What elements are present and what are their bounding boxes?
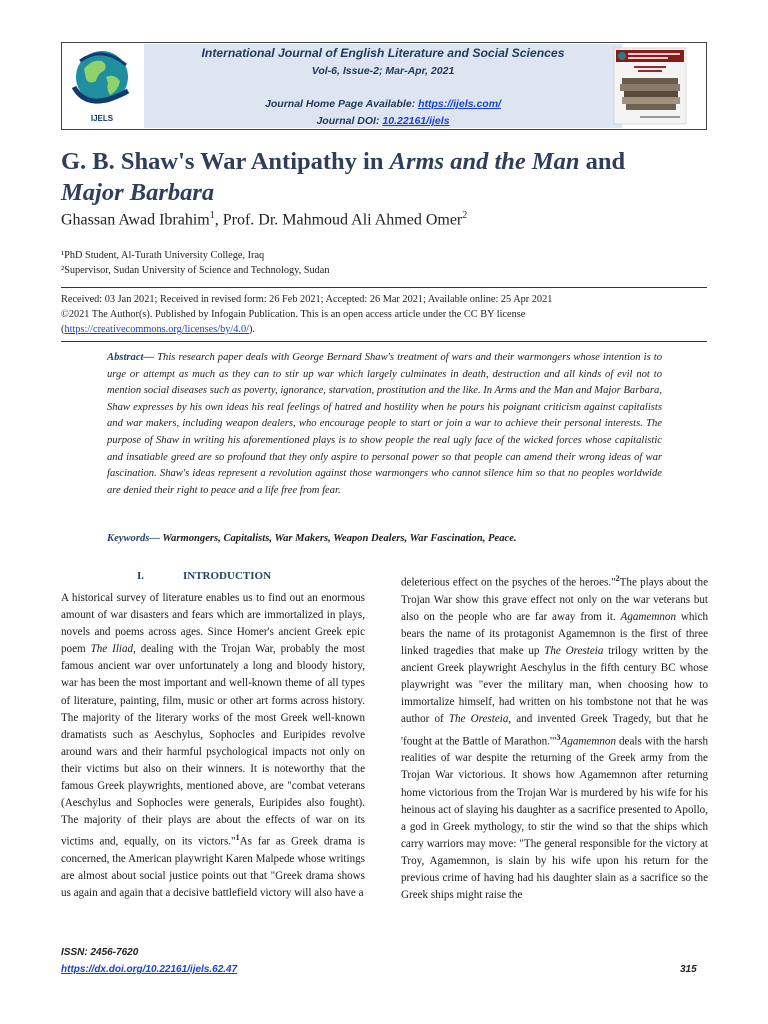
col2-text6: deals with the harsh realities of war despite the returning of the Greek army from the Trojan War victorious. It shows how Agamemnon after returning home victorious from the Trojan War is murdered by his wife for his heinous act of slaying his daughter as a sacrifice presented to Apollo, a god in Greek mythology, to stir the wind so that the ships which carry warriors may move: "The general responsible for the victory at Troy, Agamemnon, is slain by his wife upon his return for the previous crime of having had his daughter slain as a sacrifice so the Greek ships might raise the	[401, 735, 708, 902]
journal-cover-image	[600, 46, 700, 126]
col1-footnote1: 1	[235, 833, 240, 843]
col1-text3: As far as Greek drama is concerned, the American playwright Karen Malpede whose writings are almost about social justice points out that "Greek drama shows us again and again that a decisive battlefield victory will also have a	[61, 836, 365, 900]
affiliation-1: ¹PhD Student, Al-Turath University College, Iraq	[61, 250, 265, 261]
author1: Ghassan Awad Ibrahim	[61, 211, 210, 229]
col2-text4: trilogy written by the ancient Greek playwright Aeschylus in the fifth century BC whose playwright was "ever the military man, when choosing how to immortalize himself, had written on his tombstone not that he was author of	[401, 645, 708, 726]
journal-doi	[144, 115, 622, 127]
col1-text1: A historical survey of literature enables us to find out an enormous amount of war disasters and fears which are immortalized in plays, novels and poems across ages. Since Homer's ancient Greek epic poem	[61, 592, 365, 656]
col2-text1: deleterious effect on the psyches of the heroes."	[401, 576, 616, 589]
doi-link[interactable]: 10.22161/ijels	[382, 115, 450, 127]
divider-bottom	[61, 341, 707, 342]
doi-label: Journal DOI:	[316, 115, 383, 127]
journal-volume: Vol-6, Issue-2; Mar-Apr, 2021	[311, 65, 455, 77]
journal-title: International Journal of English Literature and Social Sciences	[201, 46, 565, 60]
journal-info	[144, 44, 622, 128]
received-dates: Received: 03 Jan 2021; Received in revised form: 26 Feb 2021; Accepted: 26 Mar 2021; Available online: 25 Apr 2021	[61, 294, 553, 305]
ijels-logo-icon	[68, 47, 136, 125]
keywords	[107, 533, 667, 544]
abstract-label: Abstract—	[107, 352, 155, 363]
col2-italic4: Agamemnon	[560, 735, 617, 748]
logo-text: IJELS	[90, 114, 114, 123]
col2-italic3: The Oresteia	[448, 713, 509, 726]
author1-sup: 1	[209, 210, 215, 221]
col2-text3: which bears the name of its protagonist Agamemnon is the first of three linked tragedies that make up	[401, 610, 708, 658]
footer-doi-link[interactable]: https://dx.doi.org/10.22161/ijels.62.47	[61, 964, 238, 975]
paper-title	[61, 146, 711, 208]
abstract-text: This research paper deals with George Bernard Shaw's treatment of wars and their warmongers whose intention is to urge or attempt as much as they can to stir up war which largely culminates in death, destruction and all kinds of evil not to mention social diseases such as poverty, ignorance, starvation, prostitution and the like. In Arms and the Man and Major Barbara, Shaw expresses by his own ideas his real feelings of hatred and hostility when he pours his poignant criticism against capitalists and war makers, including weapon dealers, who encourage people to start or join a war to achieve their personal interests. The purpose of Shaw in writing his aforementioned plays is to show people the real ugly face of the wicked forces whose capitalistic and insatiable greed are so profound that they only aspire to personal power so that people can amend their wrong ideas of war fascination. Shaw's ideas represent a revolution against those warmongers who cannot silence him so that no peoples worldwide are denied their right to peace and a life free from fear.	[107, 352, 662, 496]
page-number: 315	[680, 964, 697, 975]
license-open: (	[61, 324, 65, 335]
authors	[61, 210, 467, 229]
col2-footnote2: 3	[556, 732, 561, 742]
copyright: ©2021 The Author(s). Published by Infogain Publication. This is an open access article under the CC BY license	[61, 309, 526, 320]
divider-top	[61, 287, 707, 288]
section-title: INTRODUCTION	[183, 570, 272, 582]
body-paragraph	[401, 570, 708, 904]
body-paragraph	[61, 590, 365, 902]
title-part1: G. B. Shaw's War Antipathy in	[61, 148, 390, 175]
license-link[interactable]: https://creativecommons.org/licenses/by/4.0/	[64, 324, 249, 335]
col2-italic2: The Oresteia	[544, 645, 604, 658]
col2-footnote1: 2	[615, 574, 620, 583]
journal-home	[144, 98, 622, 110]
column-left	[61, 590, 365, 902]
col1-italic1: The Iliad	[90, 643, 134, 656]
title-part2: and	[579, 148, 626, 175]
footer-issn: ISSN: 2456-7620	[61, 947, 139, 958]
title-italic2: Major Barbara	[61, 179, 215, 206]
license-close: ).	[249, 324, 256, 335]
col2-text2: The plays about the Trojan War show this grave effect not only on the war veterans but also on the people who are far away from it.	[401, 576, 708, 623]
abstract	[107, 350, 662, 499]
title-italic1: Arms and the Man	[389, 148, 580, 175]
section-number: I.	[137, 570, 145, 582]
author-sep: , Prof. Dr. Mahmoud Ali Ahmed Omer	[214, 211, 463, 229]
keywords-text: Warmongers, Capitalists, War Makers, Weapon Dealers, War Fascination, Peace.	[159, 533, 517, 544]
home-link[interactable]: https://ijels.com/	[418, 98, 501, 110]
keywords-label: Keywords—	[107, 533, 160, 544]
col2-text5: , and invented Greek Tragedy, but that he 'fought at the Battle of Marathon.'"	[401, 713, 708, 748]
affiliation-2: ²Supervisor, Sudan University of Science and Technology, Sudan	[61, 265, 330, 276]
author2-sup: 2	[462, 210, 468, 221]
col2-italic1: Agamemnon	[620, 610, 677, 623]
home-label: Journal Home Page Available:	[265, 98, 419, 110]
column-right	[401, 570, 708, 904]
col1-text2: , dealing with the Trojan War, probably the most famous ancient war over unfortunately a long and bloody history, war has been the most important and well-known theme of all types of literature, painting, film, music or other art forms across history. The majority of the literary works of the most Greek well-known dramatists such as Aeschylus, Sophocles and Euripides revolve around wars and their harmful psychological impacts not only on their victims but also on their winners. It is noteworthy that the famous Greek playwrights, mentioned above, are "combat veterans (Aeschylus and Sophocles were generals, Euripides also fought). The majority of their plays are about the effects of war on its victims and, equally, on its victors."	[61, 643, 366, 848]
license	[61, 324, 711, 335]
